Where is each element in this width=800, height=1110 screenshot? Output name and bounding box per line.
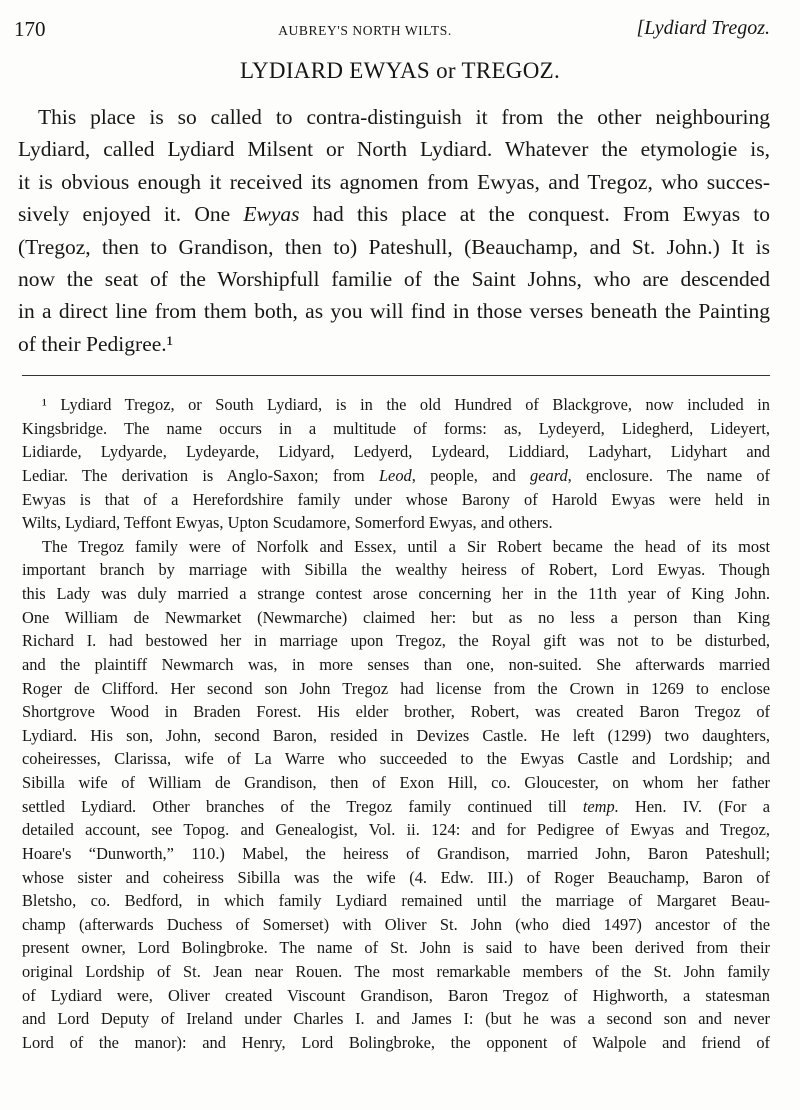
text-line: Hoare's “Dunworth,” 110.) Mabel, the heiress of Grandison, married John, Baron Pateshull;: [22, 843, 770, 863]
text-line: Kingsbridge. The name occurs in a multitude of forms: as, Lydeyerd, Lidegherd, Lideyert,: [22, 418, 770, 438]
text-line: present owner, Lord Bolingbroke. The name of St. John is said to have been derived from their: [22, 938, 770, 958]
text-segment: sively enjoyed it. One: [18, 202, 244, 227]
italic-text: Leod: [378, 465, 412, 485]
text-segment: settled Lydiard. Other branches of the Tregoz family continued till: [22, 796, 583, 816]
text-line: in a direct line from them both, as you will find in those verses beneath the Painting: [18, 299, 770, 324]
text-segment: Lediar. The derivation is Anglo-Saxon; from: [22, 465, 379, 485]
text-segment: , people, and: [411, 465, 531, 485]
text-line: Shortgrove Wood in Braden Forest. His elder brother, Robert, was created Baron Tregoz of: [22, 702, 770, 722]
text-line: Richard I. had bestowed her in marriage upon Tregoz, the Royal gift was not to be disturbed,: [22, 631, 770, 651]
text-line: and Lord Deputy of Ireland under Charles I. and James I: (but he was a second son and never: [22, 1009, 770, 1029]
text-line: champ (afterwards Duchess of Somerset) with Oliver St. John (who died 1497) ancestor of the: [22, 914, 770, 934]
italic-text: Ewyas: [243, 202, 300, 227]
text-segment: , enclosure. The name of: [567, 465, 770, 485]
text-line: original Lordship of St. Jean near Rouen. The most remarkable members of the St. John family: [22, 962, 770, 981]
text-line: [18, 198, 770, 230]
italic-text: geard: [530, 465, 568, 485]
text-line: ¹ Lydiard Tregoz, or South Lydiard, is in the old Hundred of Blackgrove, now included in: [42, 395, 770, 414]
text-line: detailed account, see Topog. and Genealogist, Vol. ii. 124: and for Pedigree of Ewyas and Tregoz,: [22, 820, 770, 840]
text-line: Sibilla wife of William de Grandison, then of Exon Hill, co. Gloucester, on whom her father: [22, 773, 770, 792]
text-line: of Lydiard were, Oliver created Viscount Grandison, Baron Tregoz of Highworth, a statesman: [22, 985, 770, 1005]
text-line: Lydiard. His son, John, second Baron, resided in Devizes Castle. He left (1299) two daughters,: [22, 725, 770, 745]
text-line: Lydiard, called Lydiard Milsent or North Lydiard. Whatever the etymologie is,: [18, 137, 770, 162]
text-line: This place is so called to contra-distinguish it from the other neighbouring: [38, 105, 770, 129]
text-line: of their Pedigree.¹: [18, 331, 174, 356]
text-segment: Hen. IV. (For a: [618, 796, 770, 816]
text-line: important branch by marriage with Sibilla the wealthy heiress of Robert, Lord Ewyas. Though: [22, 560, 770, 580]
text-segment: had this place at the conquest. From Ewyas to: [299, 202, 770, 227]
text-line: [22, 795, 770, 819]
text-line: Lidiarde, Lydyarde, Lydeyarde, Lidyard, Ledyerd, Lydeard, Liddiard, Ladyhart, Lidyhart and: [22, 442, 770, 462]
text-line: (Tregoz, then to Grandison, then to) Pateshull, (Beauchamp, and St. John.) It is: [18, 234, 770, 259]
text-line: Wilts, Lydiard, Teffont Ewyas, Upton Scudamore, Somerford Ewyas, and others.: [22, 513, 553, 533]
text-line: Ewyas is that of a Herefordshire family under whose Barony of Harold Ewyas were held in: [22, 489, 770, 509]
text-line: whose sister and coheiress Sibilla was the wife (4. Edw. III.) of Roger Beauchamp, Baron of: [22, 867, 770, 887]
text-line: Lord of the manor): and Henry, Lord Bolingbroke, the opponent of Walpole and friend of: [22, 1032, 770, 1052]
text-line: The Tregoz family were of Norfolk and Essex, until a Sir Robert became the head of its most: [42, 536, 770, 556]
text-line: One William de Newmarket (Newmarche) claimed her: but as no less a person than King: [22, 607, 770, 627]
running-title: AUBREY'S NORTH WILTS.: [278, 23, 452, 38]
text-line: now the seat of the Worshipfull familie of the Saint Johns, who are descended: [18, 266, 770, 291]
text-line: coheiresses, Clarissa, wife of La Warre who succeeded to the Ewyas Castle and Lordship; and: [22, 749, 770, 769]
text-line: [22, 464, 770, 488]
italic-text: temp.: [582, 796, 619, 816]
text-line: and the plaintiff Newmarch was, in more senses than one, non-suited. She afterwards married: [22, 654, 770, 674]
footnote-divider: [22, 375, 770, 376]
section-heading: [Lydiard Tregoz.: [636, 17, 770, 39]
text-line: it is obvious enough it received its agnomen from Ewyas, and Tregoz, who succes-: [18, 169, 770, 194]
text-line: this Lady was duly married a strange contest arose concerning her in the 11th year of King John.: [22, 584, 770, 603]
text-line: Roger de Clifford. Her second son John Tregoz had license from the Crown in 1269 to enclose: [22, 678, 770, 698]
text-line: Bletsho, co. Bedford, in which family Lydiard remained until the marriage of Margaret Beau-: [22, 891, 770, 911]
chapter-title: LYDIARD EWYAS or TREGOZ.: [239, 58, 561, 83]
main-paragraph: [18, 101, 770, 360]
footnote: [22, 393, 770, 1055]
page-number: 170: [14, 17, 46, 41]
